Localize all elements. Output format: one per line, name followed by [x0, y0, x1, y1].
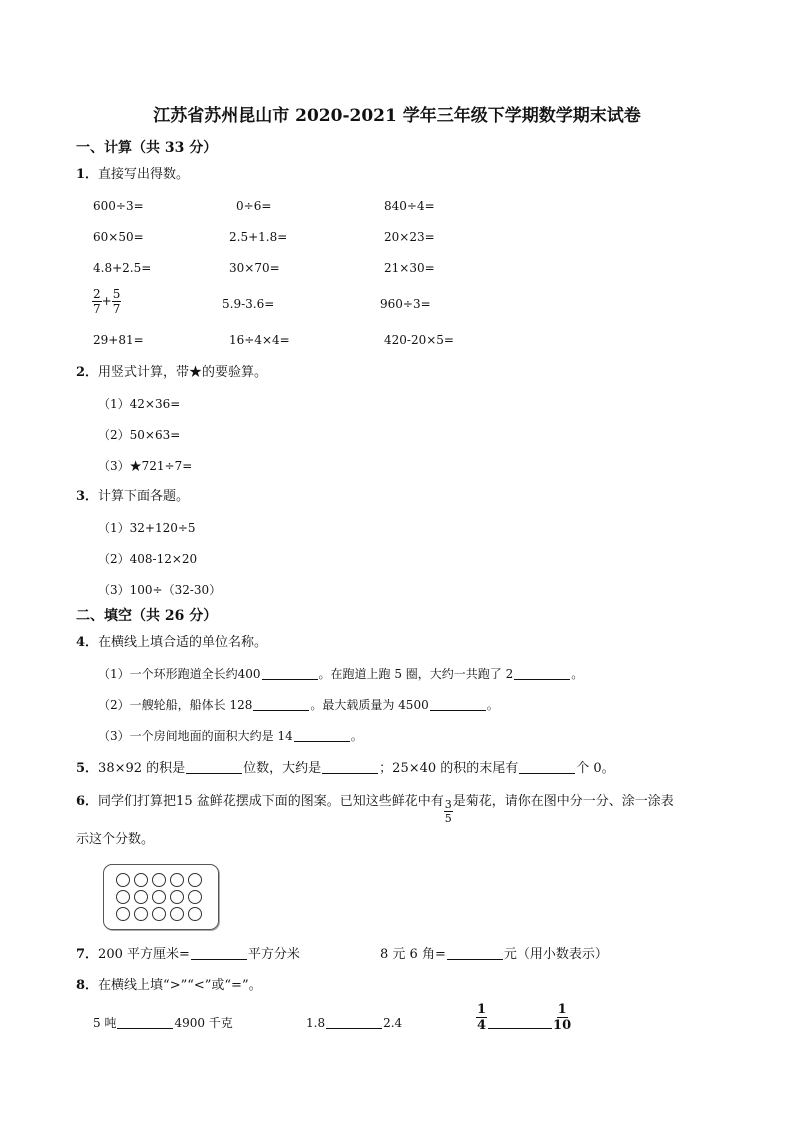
q2-item: （1）42×36=	[98, 397, 181, 411]
question-text: 用竖式计算，带★的要验算。	[98, 365, 268, 380]
q4-item-1: （1）一个环形跑道全长约400 。在跑道上跑 5 圈，大约一共跑了 2 。	[98, 667, 584, 681]
section-heading-fill: 二、填空（共 26 分）	[76, 608, 218, 624]
answer-blank[interactable]	[191, 947, 247, 960]
question-text: 计算下面各题。	[98, 489, 190, 504]
q1-item: 20×23=	[384, 230, 435, 244]
answer-blank[interactable]	[519, 761, 575, 774]
answer-blank[interactable]	[488, 1016, 552, 1029]
flower-circle[interactable]	[152, 890, 166, 904]
answer-blank[interactable]	[326, 1016, 382, 1029]
q1-item: 21×30=	[384, 261, 435, 275]
flower-circle[interactable]	[188, 907, 202, 921]
answer-blank[interactable]	[186, 761, 242, 774]
section-heading-calc: 一、计算（共 33 分）	[76, 140, 218, 156]
flower-circle[interactable]	[188, 873, 202, 887]
question-7-part2: 8 元 6 角= 元（用小数表示）	[380, 947, 608, 962]
question-2	[76, 366, 267, 379]
fraction: $\frac{1}{10}$	[553, 1002, 572, 1033]
flower-circle[interactable]	[188, 890, 202, 904]
answer-blank[interactable]	[514, 667, 570, 680]
fraction: $\frac{3}{5}$	[444, 798, 452, 825]
answer-blank[interactable]	[447, 947, 503, 960]
q1-item: 420-20×5=	[384, 333, 454, 347]
answer-blank[interactable]	[322, 761, 378, 774]
flower-pattern-box	[103, 864, 219, 930]
question-number: 1．	[76, 167, 99, 182]
question-number: 8．	[76, 978, 99, 993]
flower-circle[interactable]	[170, 890, 184, 904]
flower-circle[interactable]	[134, 890, 148, 904]
question-text: 在横线上填合适的单位名称。	[98, 635, 268, 650]
fraction: $\frac{5}{7}$	[112, 287, 121, 316]
question-8	[76, 979, 262, 992]
question-6-line2: 示这个分数。	[76, 832, 155, 847]
question-6: 6．同学们打算把15 盆鲜花摆成下面的图案。已知这些鲜花中有 $\frac{3}{5}$ 是菊花，请你在图中分一分、涂一涂表	[76, 794, 674, 825]
answer-blank[interactable]	[253, 698, 309, 711]
flower-circle[interactable]	[152, 873, 166, 887]
q1-item: 840÷4=	[384, 199, 435, 213]
q1-item: 29+81=	[93, 333, 144, 347]
question-number: 4．	[76, 635, 99, 650]
q8-compare-1: 5 吨 4900 千克	[93, 1016, 233, 1030]
question-text: 直接写出得数。	[98, 167, 190, 182]
q3-item: （3）100÷（32-30）	[98, 583, 222, 597]
flower-circle[interactable]	[134, 907, 148, 921]
question-7: 7．200 平方厘米= 平方分米	[76, 947, 300, 962]
q4-item-3: （3）一个房间地面的面积大约是 14 。	[98, 729, 363, 743]
q1-item: 60×50=	[93, 230, 144, 244]
answer-blank[interactable]	[430, 698, 486, 711]
q1-item: 960÷3=	[380, 297, 431, 311]
question-1	[76, 168, 189, 181]
q4-item-2: （2）一艘轮船，船体长 128 。最大载质量为 4500 。	[98, 698, 499, 712]
q8-compare-2: 1.8 2.4	[306, 1016, 403, 1030]
flower-circle[interactable]	[116, 907, 130, 921]
question-number: 6．	[76, 794, 99, 809]
q3-item: （1）32+120÷5	[98, 521, 196, 535]
question-text: 在横线上填“>”“<”或“=”。	[98, 978, 262, 993]
q1-fraction-sum: $\frac{2}{7}$ + $\frac{5}{7}$	[93, 287, 121, 316]
q1-item: 30×70=	[229, 261, 280, 275]
q1-item: 2.5+1.8=	[229, 230, 288, 244]
question-5: 5．38×92 的积是 位数，大约是 ；25×40 的积的末尾有 个 0。	[76, 761, 615, 776]
question-number: 5．	[76, 761, 99, 776]
flower-grid	[116, 873, 202, 921]
question-number: 7．	[76, 947, 99, 962]
fraction: $\frac{1}{4}$	[477, 1002, 487, 1033]
flower-circle[interactable]	[170, 873, 184, 887]
q2-item: （3）★721÷7=	[98, 459, 193, 473]
q1-item: 600÷3=	[93, 199, 144, 213]
flower-circle[interactable]	[116, 873, 130, 887]
fraction: $\frac{2}{7}$	[93, 287, 101, 316]
question-number: 2．	[76, 365, 99, 380]
answer-blank[interactable]	[262, 667, 318, 680]
flower-circle[interactable]	[134, 873, 148, 887]
q2-item: （2）50×63=	[98, 428, 181, 442]
q8-compare-3	[476, 1003, 571, 1032]
q3-item: （2）408-12×20	[98, 552, 198, 566]
flower-circle[interactable]	[116, 890, 130, 904]
question-number: 3．	[76, 489, 99, 504]
q1-item: 0÷6=	[236, 199, 272, 213]
q1-item: 16÷4×4=	[229, 333, 290, 347]
q1-item: 4.8+2.5=	[93, 261, 152, 275]
q1-item: 5.9-3.6=	[222, 297, 275, 311]
flower-circle[interactable]	[170, 907, 184, 921]
question-3	[76, 490, 189, 503]
page-title: 江苏省苏州昆山市 2020-2021 学年三年级下学期数学期末试卷	[153, 106, 641, 126]
flower-circle[interactable]	[152, 907, 166, 921]
answer-blank[interactable]	[294, 729, 350, 742]
question-4	[76, 636, 267, 649]
answer-blank[interactable]	[117, 1016, 173, 1029]
